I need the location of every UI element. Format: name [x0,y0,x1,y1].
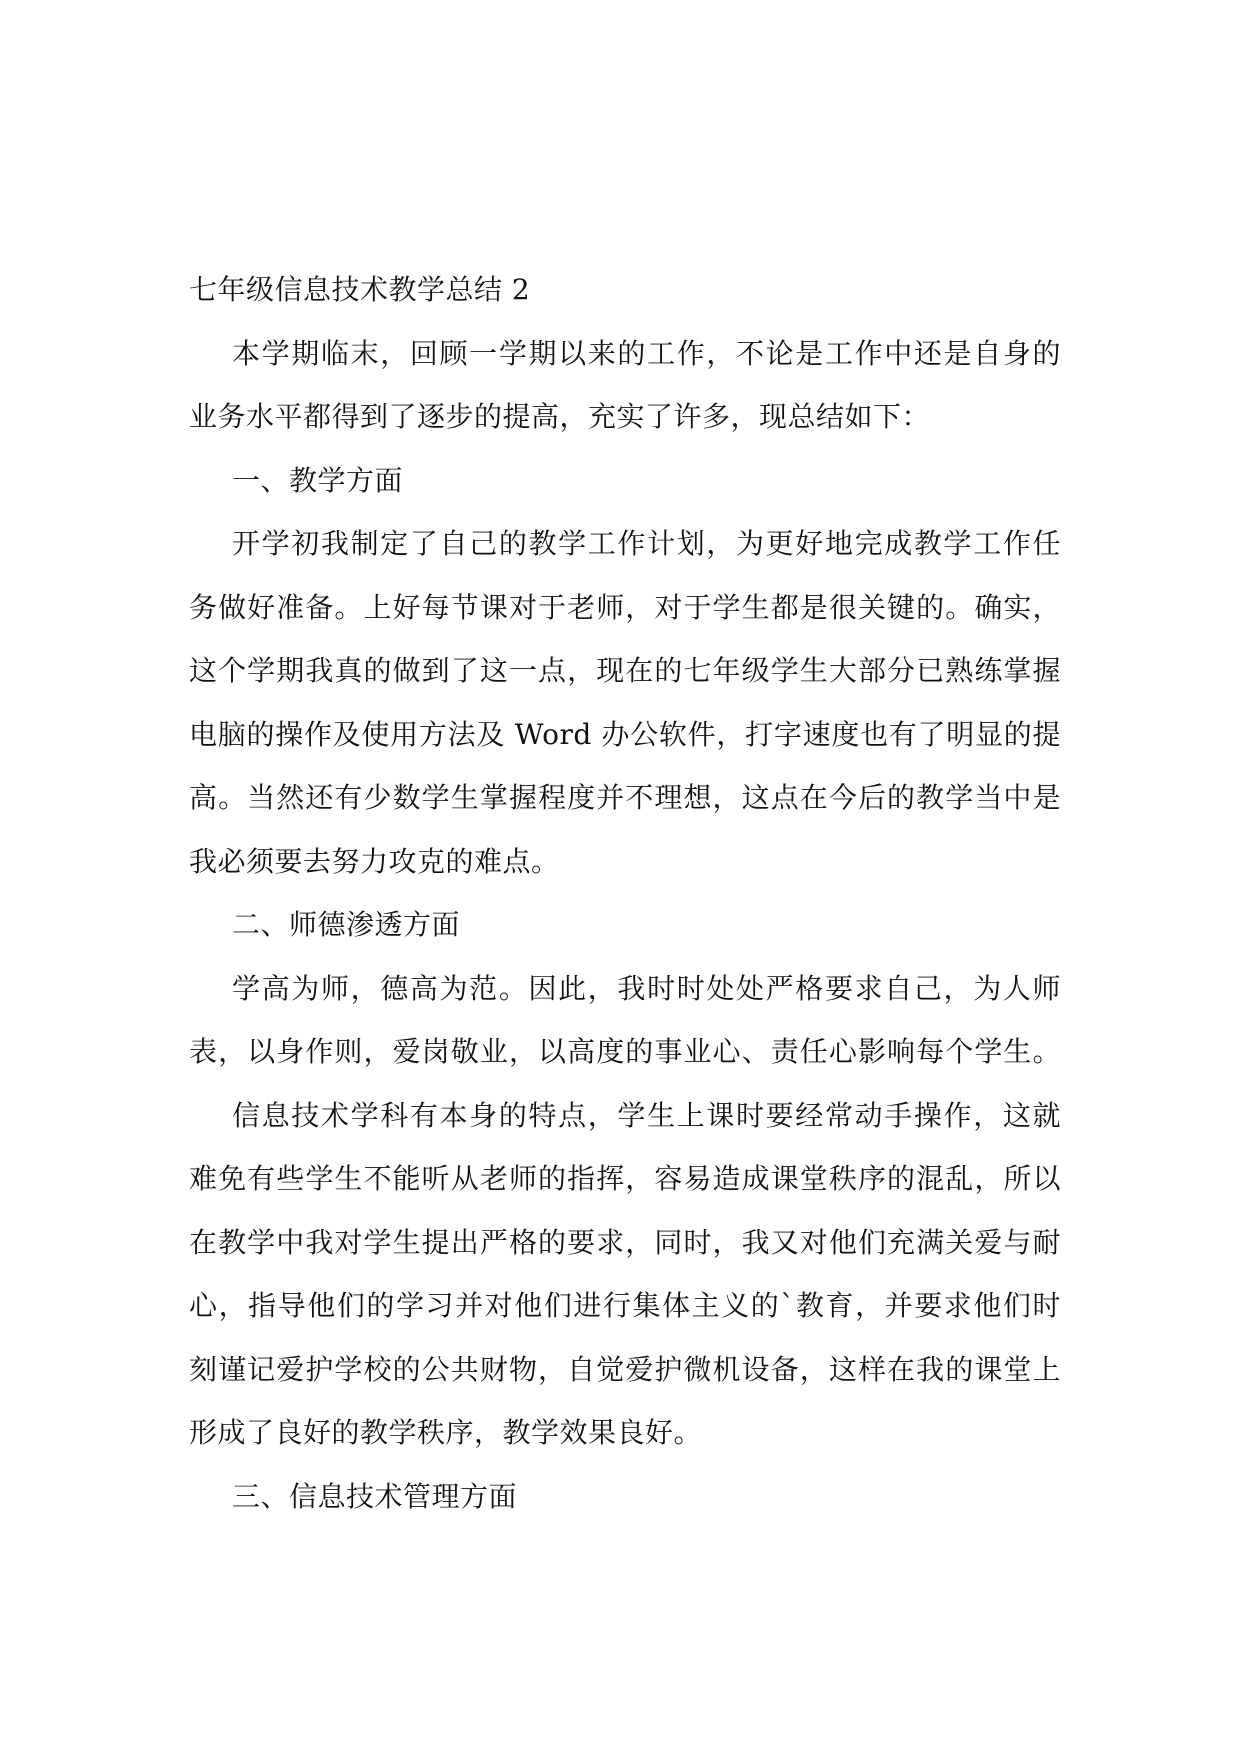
paragraph-line: 电脑的操作及使用方法及 Word 办公软件，打字速度也有了明显的提 [189,717,1061,751]
document-title: 七年级信息技术教学总结 2 [189,273,531,306]
paragraph-line: 务做好准备。上好每节课对于老师，对于学生都是很关键的。确实， [189,590,1061,624]
paragraph-line: 高。当然还有少数学生掌握程度并不理想，这点在今后的教学当中是 [189,781,1061,814]
paragraph-line: 表，以身作则，爱岗敬业，以高度的事业心、责任心影响每个学生。 [189,1035,1061,1068]
paragraph-line: 信息技术学科有本身的特点，学生上课时要经常动手操作，这就 [232,1098,1061,1132]
paragraph-line: 我必须要去努力攻克的难点。 [189,844,560,878]
section-heading-teaching: 一、教学方面 [232,463,404,497]
paragraph-line: 业务水平都得到了逐步的提高，充实了许多，现总结如下： [189,400,931,433]
paragraph-line: 本学期临末，回顾一学期以来的工作，不论是工作中还是自身的 [232,336,1061,370]
paragraph-line: 形成了良好的教学秩序，教学效果良好。 [189,1416,703,1449]
paragraph-line: 刻谨记爱护学校的公共财物，自觉爱护微机设备，这样在我的课堂上 [189,1352,1061,1386]
paragraph-line: 在教学中我对学生提出严格的要求，同时，我又对他们充满关爱与耐 [189,1225,1061,1259]
paragraph-line: 这个学期我真的做到了这一点，现在的七年级学生大部分已熟练掌握 [189,654,1061,687]
paragraph-line: 学高为师，德高为范。因此，我时时处处严格要求自己，为人师 [232,971,1061,1005]
section-heading-ethics: 二、师德渗透方面 [232,908,461,941]
paragraph-line: 难免有些学生不能听从老师的指挥，容易造成课堂秩序的混乱，所以 [189,1162,1061,1195]
paragraph-line: 开学初我制定了自己的教学工作计划，为更好地完成教学工作任 [232,527,1061,560]
section-heading-management: 三、信息技术管理方面 [232,1479,518,1513]
paragraph-line: 心，指导他们的学习并对他们进行集体主义的`教育，并要求他们时 [189,1289,1061,1322]
document-body [189,258,1061,1528]
